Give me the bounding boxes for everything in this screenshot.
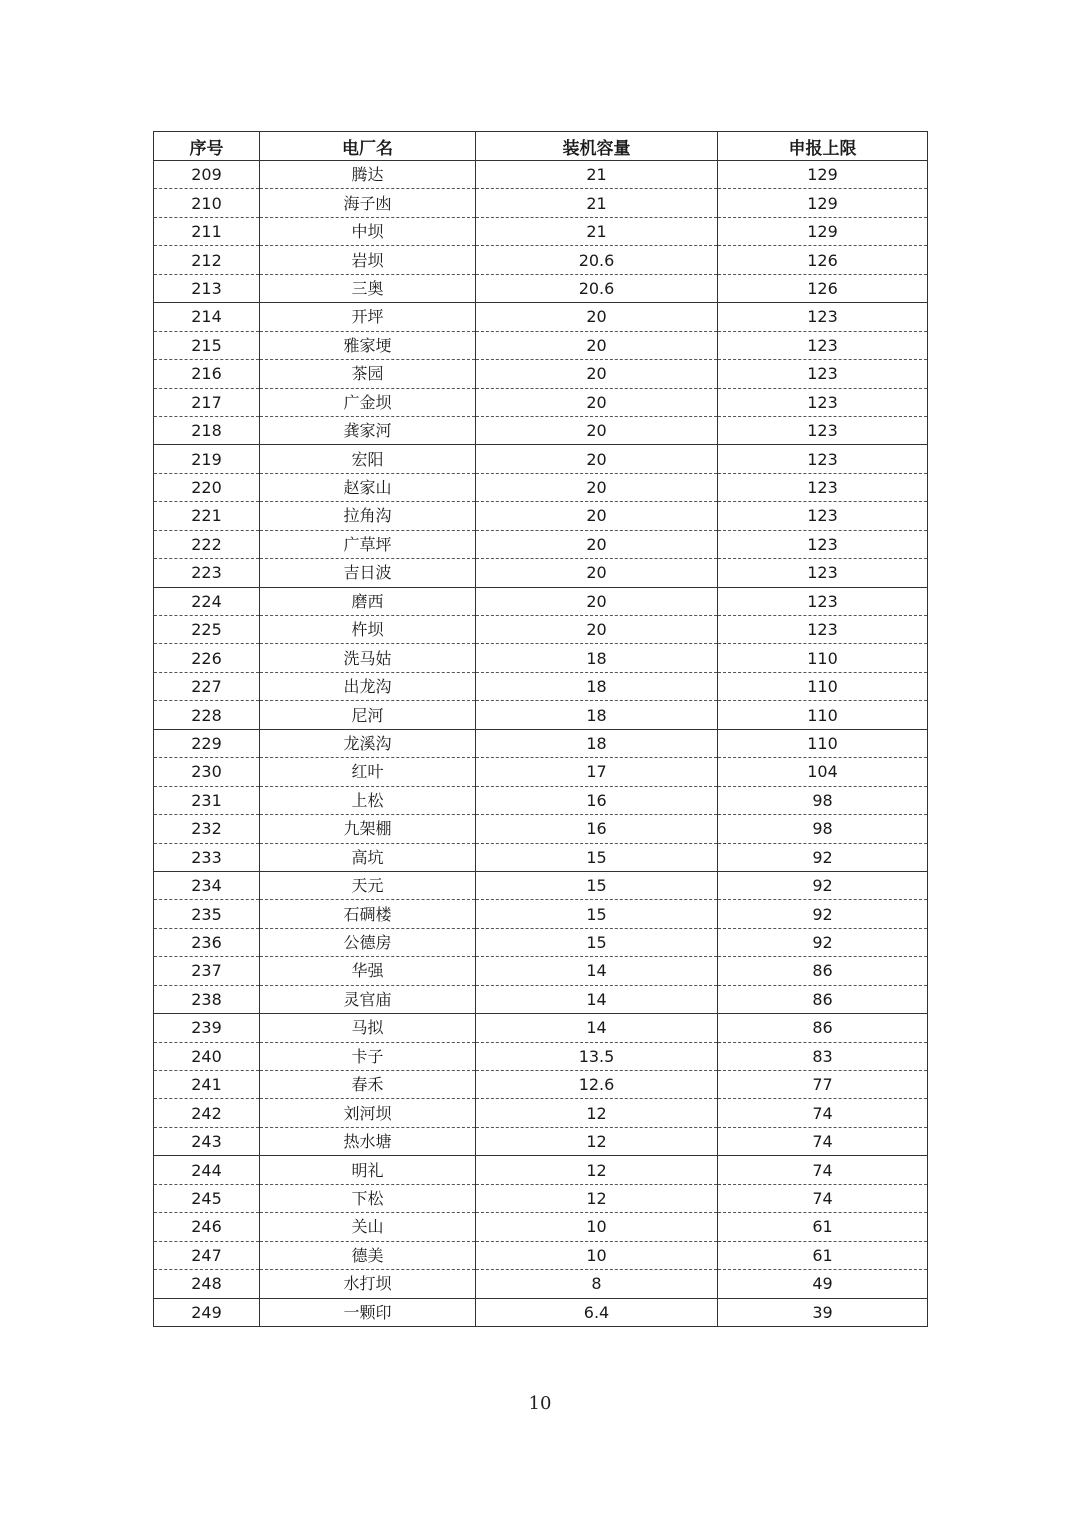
cell-plant-name: 三奥 (260, 274, 476, 302)
cell-installed-capacity: 20 (476, 388, 718, 416)
cell-installed-capacity: 20 (476, 559, 718, 587)
cell-declared-limit: 92 (718, 871, 928, 899)
cell-declared-limit: 123 (718, 388, 928, 416)
cell-declared-limit: 86 (718, 1014, 928, 1042)
cell-declared-limit: 123 (718, 303, 928, 331)
cell-serial-number: 225 (154, 616, 260, 644)
cell-serial-number: 221 (154, 502, 260, 530)
cell-serial-number: 231 (154, 786, 260, 814)
table-row (154, 303, 928, 331)
cell-plant-name: 卡子 (260, 1042, 476, 1070)
cell-serial-number: 226 (154, 644, 260, 672)
cell-declared-limit: 110 (718, 672, 928, 700)
cell-installed-capacity: 20 (476, 616, 718, 644)
cell-declared-limit: 123 (718, 616, 928, 644)
table-row (154, 871, 928, 899)
cell-installed-capacity: 20 (476, 331, 718, 359)
cell-installed-capacity: 13.5 (476, 1042, 718, 1070)
cell-plant-name: 开坪 (260, 303, 476, 331)
cell-installed-capacity: 8 (476, 1270, 718, 1298)
page-number: 10 (528, 1393, 552, 1414)
cell-serial-number: 245 (154, 1184, 260, 1212)
cell-installed-capacity: 20.6 (476, 246, 718, 274)
cell-installed-capacity: 12.6 (476, 1071, 718, 1099)
cell-declared-limit: 123 (718, 360, 928, 388)
cell-declared-limit: 123 (718, 559, 928, 587)
cell-plant-name: 赵家山 (260, 473, 476, 501)
header-plant-name: 电厂名 (260, 132, 476, 161)
cell-declared-limit: 129 (718, 161, 928, 189)
cell-declared-limit: 123 (718, 445, 928, 473)
cell-declared-limit: 98 (718, 786, 928, 814)
cell-declared-limit: 123 (718, 416, 928, 444)
table-row (154, 161, 928, 189)
cell-plant-name: 水打坝 (260, 1270, 476, 1298)
cell-plant-name: 下松 (260, 1184, 476, 1212)
cell-plant-name: 关山 (260, 1213, 476, 1241)
cell-plant-name: 华强 (260, 957, 476, 985)
table-row (154, 843, 928, 871)
cell-serial-number: 222 (154, 530, 260, 558)
cell-declared-limit: 110 (718, 701, 928, 729)
cell-installed-capacity: 10 (476, 1213, 718, 1241)
table-row (154, 246, 928, 274)
table-row (154, 473, 928, 501)
cell-installed-capacity: 20 (476, 360, 718, 388)
cell-declared-limit: 123 (718, 530, 928, 558)
header-installed-capacity: 装机容量 (476, 132, 718, 161)
cell-declared-limit: 123 (718, 473, 928, 501)
cell-serial-number: 210 (154, 189, 260, 217)
cell-plant-name: 茶园 (260, 360, 476, 388)
cell-serial-number: 216 (154, 360, 260, 388)
cell-plant-name: 杵坝 (260, 616, 476, 644)
cell-plant-name: 龚家河 (260, 416, 476, 444)
table-header-row (154, 132, 928, 161)
cell-serial-number: 223 (154, 559, 260, 587)
cell-declared-limit: 129 (718, 217, 928, 245)
table-row (154, 445, 928, 473)
table-row (154, 559, 928, 587)
table-row (154, 1184, 928, 1212)
table-row (154, 1042, 928, 1070)
cell-plant-name: 公德房 (260, 928, 476, 956)
cell-installed-capacity: 21 (476, 217, 718, 245)
table-row (154, 1298, 928, 1326)
cell-plant-name: 拉角沟 (260, 502, 476, 530)
cell-serial-number: 213 (154, 274, 260, 302)
cell-serial-number: 227 (154, 672, 260, 700)
cell-plant-name: 岩坝 (260, 246, 476, 274)
cell-plant-name: 宏阳 (260, 445, 476, 473)
cell-installed-capacity: 21 (476, 189, 718, 217)
cell-serial-number: 239 (154, 1014, 260, 1042)
cell-plant-name: 春禾 (260, 1071, 476, 1099)
cell-serial-number: 230 (154, 758, 260, 786)
table-row (154, 644, 928, 672)
cell-declared-limit: 126 (718, 246, 928, 274)
cell-declared-limit: 129 (718, 189, 928, 217)
cell-plant-name: 吉日波 (260, 559, 476, 587)
cell-installed-capacity: 20 (476, 473, 718, 501)
cell-serial-number: 232 (154, 815, 260, 843)
cell-declared-limit: 110 (718, 729, 928, 757)
cell-installed-capacity: 16 (476, 815, 718, 843)
cell-serial-number: 240 (154, 1042, 260, 1070)
cell-serial-number: 211 (154, 217, 260, 245)
cell-plant-name: 刘河坝 (260, 1099, 476, 1127)
cell-declared-limit: 86 (718, 985, 928, 1013)
cell-installed-capacity: 15 (476, 928, 718, 956)
cell-installed-capacity: 20 (476, 303, 718, 331)
cell-installed-capacity: 15 (476, 871, 718, 899)
cell-serial-number: 217 (154, 388, 260, 416)
cell-installed-capacity: 12 (476, 1099, 718, 1127)
cell-plant-name: 灵官庙 (260, 985, 476, 1013)
table-row (154, 957, 928, 985)
cell-installed-capacity: 14 (476, 985, 718, 1013)
cell-plant-name: 德美 (260, 1241, 476, 1269)
cell-installed-capacity: 18 (476, 701, 718, 729)
cell-plant-name: 上松 (260, 786, 476, 814)
cell-plant-name: 中坝 (260, 217, 476, 245)
table-row (154, 815, 928, 843)
cell-serial-number: 243 (154, 1127, 260, 1155)
cell-serial-number: 237 (154, 957, 260, 985)
cell-serial-number: 236 (154, 928, 260, 956)
table-row (154, 672, 928, 700)
header-declared-limit: 申报上限 (718, 132, 928, 161)
cell-installed-capacity: 12 (476, 1184, 718, 1212)
cell-serial-number: 248 (154, 1270, 260, 1298)
table-row (154, 331, 928, 359)
cell-installed-capacity: 14 (476, 957, 718, 985)
cell-declared-limit: 92 (718, 928, 928, 956)
table-row (154, 274, 928, 302)
cell-serial-number: 224 (154, 587, 260, 615)
table-row (154, 1213, 928, 1241)
cell-installed-capacity: 20 (476, 530, 718, 558)
power-plant-table (153, 131, 928, 1327)
table-row (154, 900, 928, 928)
table-row (154, 502, 928, 530)
cell-declared-limit: 49 (718, 1270, 928, 1298)
table-row (154, 729, 928, 757)
cell-installed-capacity: 20 (476, 587, 718, 615)
cell-declared-limit: 123 (718, 502, 928, 530)
cell-plant-name: 尼河 (260, 701, 476, 729)
table-row (154, 587, 928, 615)
cell-plant-name: 广草坪 (260, 530, 476, 558)
cell-declared-limit: 92 (718, 843, 928, 871)
cell-declared-limit: 104 (718, 758, 928, 786)
cell-serial-number: 209 (154, 161, 260, 189)
cell-serial-number: 242 (154, 1099, 260, 1127)
cell-installed-capacity: 16 (476, 786, 718, 814)
cell-plant-name: 海子凼 (260, 189, 476, 217)
cell-installed-capacity: 20 (476, 502, 718, 530)
cell-declared-limit: 74 (718, 1127, 928, 1155)
cell-plant-name: 腾达 (260, 161, 476, 189)
cell-serial-number: 215 (154, 331, 260, 359)
cell-installed-capacity: 15 (476, 900, 718, 928)
cell-serial-number: 218 (154, 416, 260, 444)
cell-declared-limit: 61 (718, 1213, 928, 1241)
table-row (154, 616, 928, 644)
cell-installed-capacity: 12 (476, 1127, 718, 1155)
cell-declared-limit: 83 (718, 1042, 928, 1070)
table-row (154, 701, 928, 729)
cell-serial-number: 247 (154, 1241, 260, 1269)
table-row (154, 1241, 928, 1269)
cell-installed-capacity: 18 (476, 644, 718, 672)
cell-declared-limit: 86 (718, 957, 928, 985)
cell-serial-number: 249 (154, 1298, 260, 1326)
cell-serial-number: 219 (154, 445, 260, 473)
cell-serial-number: 229 (154, 729, 260, 757)
cell-declared-limit: 123 (718, 587, 928, 615)
cell-declared-limit: 123 (718, 331, 928, 359)
table-row (154, 1099, 928, 1127)
cell-installed-capacity: 6.4 (476, 1298, 718, 1326)
cell-serial-number: 246 (154, 1213, 260, 1241)
table-row (154, 416, 928, 444)
cell-declared-limit: 77 (718, 1071, 928, 1099)
cell-installed-capacity: 15 (476, 843, 718, 871)
cell-installed-capacity: 20 (476, 416, 718, 444)
table-row (154, 388, 928, 416)
cell-declared-limit: 98 (718, 815, 928, 843)
cell-plant-name: 热水塘 (260, 1127, 476, 1155)
cell-declared-limit: 126 (718, 274, 928, 302)
cell-installed-capacity: 20.6 (476, 274, 718, 302)
cell-declared-limit: 61 (718, 1241, 928, 1269)
table-row (154, 758, 928, 786)
cell-plant-name: 九架棚 (260, 815, 476, 843)
cell-plant-name: 一颗印 (260, 1298, 476, 1326)
cell-plant-name: 龙溪沟 (260, 729, 476, 757)
table-row (154, 786, 928, 814)
cell-serial-number: 234 (154, 871, 260, 899)
cell-declared-limit: 74 (718, 1099, 928, 1127)
cell-installed-capacity: 17 (476, 758, 718, 786)
table-row (154, 1071, 928, 1099)
header-serial-number: 序号 (154, 132, 260, 161)
cell-declared-limit: 74 (718, 1156, 928, 1184)
cell-serial-number: 233 (154, 843, 260, 871)
cell-serial-number: 214 (154, 303, 260, 331)
cell-installed-capacity: 12 (476, 1156, 718, 1184)
cell-plant-name: 广金坝 (260, 388, 476, 416)
cell-installed-capacity: 10 (476, 1241, 718, 1269)
cell-declared-limit: 74 (718, 1184, 928, 1212)
cell-plant-name: 石碉楼 (260, 900, 476, 928)
cell-serial-number: 244 (154, 1156, 260, 1184)
table-row (154, 217, 928, 245)
table-row (154, 1127, 928, 1155)
cell-installed-capacity: 20 (476, 445, 718, 473)
cell-declared-limit: 39 (718, 1298, 928, 1326)
cell-serial-number: 220 (154, 473, 260, 501)
cell-plant-name: 马拟 (260, 1014, 476, 1042)
cell-serial-number: 238 (154, 985, 260, 1013)
cell-declared-limit: 92 (718, 900, 928, 928)
cell-plant-name: 红叶 (260, 758, 476, 786)
cell-plant-name: 明礼 (260, 1156, 476, 1184)
table-row (154, 1156, 928, 1184)
cell-plant-name: 高坑 (260, 843, 476, 871)
cell-serial-number: 228 (154, 701, 260, 729)
cell-serial-number: 212 (154, 246, 260, 274)
cell-plant-name: 出龙沟 (260, 672, 476, 700)
table-row (154, 530, 928, 558)
table-row (154, 928, 928, 956)
cell-declared-limit: 110 (718, 644, 928, 672)
table-row (154, 189, 928, 217)
table-body (154, 161, 928, 1327)
cell-installed-capacity: 18 (476, 729, 718, 757)
cell-serial-number: 241 (154, 1071, 260, 1099)
cell-installed-capacity: 21 (476, 161, 718, 189)
cell-installed-capacity: 14 (476, 1014, 718, 1042)
table-row (154, 1270, 928, 1298)
cell-plant-name: 雅家埂 (260, 331, 476, 359)
cell-plant-name: 磨西 (260, 587, 476, 615)
cell-plant-name: 天元 (260, 871, 476, 899)
table-row (154, 360, 928, 388)
cell-serial-number: 235 (154, 900, 260, 928)
table-row (154, 1014, 928, 1042)
table-row (154, 985, 928, 1013)
cell-installed-capacity: 18 (476, 672, 718, 700)
cell-plant-name: 洗马姑 (260, 644, 476, 672)
